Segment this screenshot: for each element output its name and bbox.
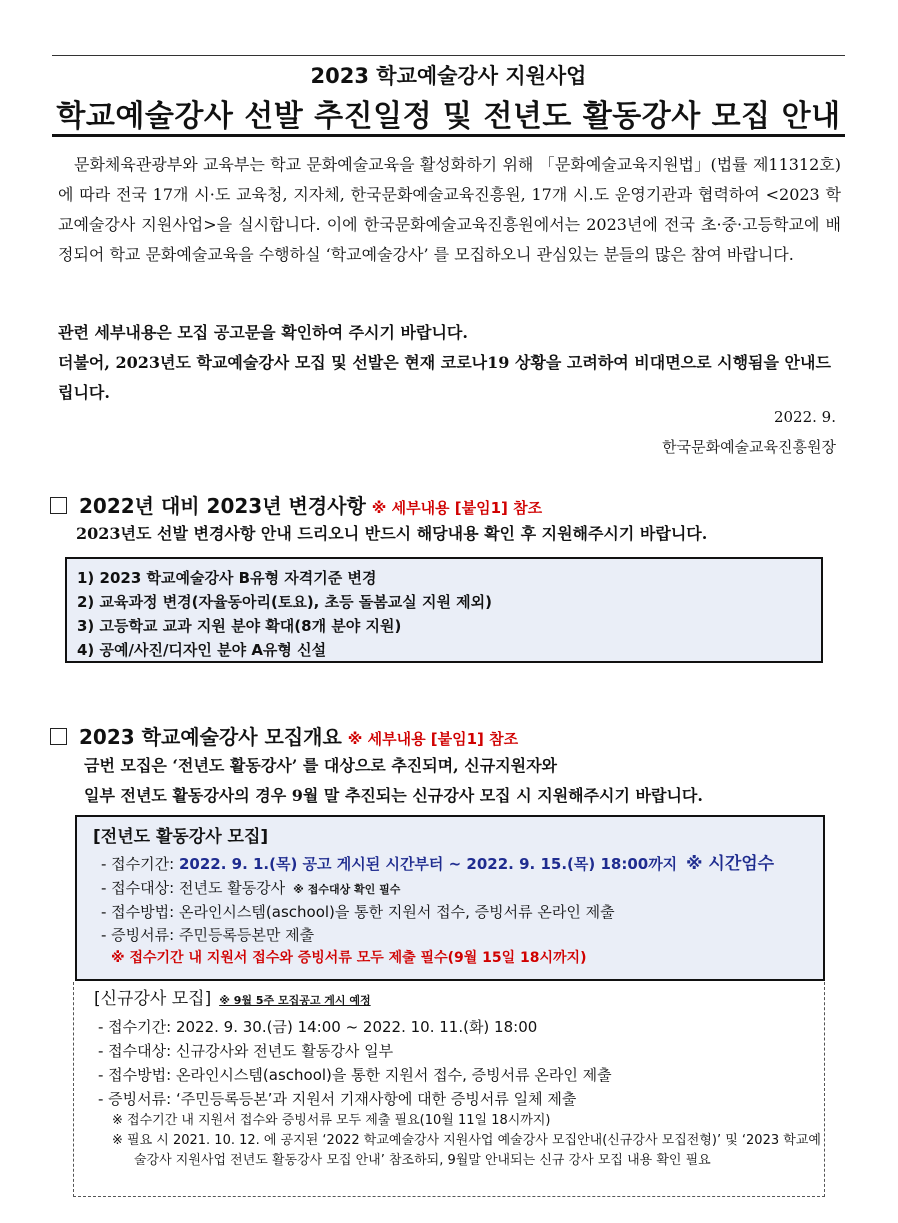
section1-desc: 2023년도 선발 변경사항 안내 드리오니 반드시 해당내용 확인 후 지원해주시기 바랍니다. — [76, 524, 708, 543]
checkbox-square-icon — [50, 497, 67, 514]
change-item: 2) 교육과정 변경(자율동아리(토요), 초등 돌봄교실 지원 제외) — [77, 593, 493, 611]
new-note-reference: ※ 필요 시 2021. 10. 12. 에 공지된 ‘2022 학교예술강사 지원사업 예술강사 모집안내(신규강사 모집전형)’ 및 ‘2023 학교예술강사 지원사업 전년도 활동강사 모집 안내’ 참조하되, 9월말 안내되는 신규 강사 모집 내용 확인 필요 — [112, 1133, 821, 1168]
intro-notes — [58, 318, 841, 408]
prev-target: - 접수대상: 전년도 활동강사 ※ 접수대상 확인 필수 — [101, 879, 401, 897]
new-note: ※ 접수기간 내 지원서 접수와 증빙서류 모두 제출 필요(10월 11일 18시까지) — [112, 1113, 551, 1128]
prev-warning: ※ 접수기간 내 지원서 접수와 증빙서류 모두 제출 필수(9월 15일 18시까지) — [111, 950, 587, 966]
new-instructor-box — [73, 982, 825, 1197]
document-title: 학교예술강사 선발 추진일정 및 전년도 활동강사 모집 안내 — [56, 99, 841, 134]
top-rule — [52, 55, 845, 56]
new-method: - 접수방법: 온라인시스템(aschool)을 통한 지원서 접수, 증빙서류 온라인 제출 — [98, 1066, 612, 1084]
section2-desc: 금번 모집은 ‘전년도 활동강사’ 를 대상으로 추진되며, 신규지원자와 일부 전년도 활동강사의 경우 9월 말 추진되는 신규강사 모집 시 지원해주시기 바랍니다. — [84, 756, 703, 805]
title-rule — [52, 134, 845, 137]
issue-block — [662, 402, 836, 462]
change-item: 4) 공예/사진/디자인 분야 A유형 신설 — [77, 641, 327, 659]
prev-instructor-box — [75, 815, 825, 981]
new-target: - 접수대상: 신규강사와 전년도 활동강사 일부 — [98, 1042, 394, 1060]
change-item: 3) 고등학교 교과 지원 분야 확대(8개 분야 지원) — [77, 617, 402, 635]
checkbox-square-icon — [50, 728, 67, 745]
prev-docs: - 증빙서류: 주민등록등본만 제출 — [101, 926, 315, 944]
document-subtitle: 2023 학교예술강사 지원사업 — [310, 64, 587, 88]
section1-ref: ※ 세부내용 [붙임1] 참조 — [371, 499, 543, 517]
new-docs: - 증빙서류: ‘주민등록등본’과 지원서 기재사항에 대한 증빙서류 일체 제출 — [98, 1090, 577, 1108]
new-box-heading: [신규강사 모집] ※ 9월 5주 모집공고 게시 예정 — [94, 989, 371, 1009]
section1-heading: 2022년 대비 2023년 변경사항 ※ 세부내용 [붙임1] 참조 — [50, 490, 542, 519]
issue-date: 2022. 9. — [773, 408, 836, 426]
changes-box — [65, 557, 823, 663]
change-item: 1) 2023 학교예술강사 B유형 자격기준 변경 — [77, 569, 377, 587]
prev-method: - 접수방법: 온라인시스템(aschool)을 통한 지원서 접수, 증빙서류 온라인 제출 — [101, 903, 615, 921]
section2-heading: 2023 학교예술강사 모집개요 ※ 세부내용 [붙임1] 참조 — [50, 721, 518, 750]
section2-ref: ※ 세부내용 [붙임1] 참조 — [347, 730, 519, 748]
issuer-name: 한국문화예술교육진흥원장 — [662, 438, 836, 456]
prev-period: - 접수기간: 2022. 9. 1.(목) 공고 게시된 시간부터 ~ 2022. 9. 15.(목) 18:00까지 ※ 시간엄수 — [101, 854, 775, 874]
intro-paragraph: 문화체육관광부와 교육부는 학교 문화예술교육을 활성화하기 위해 「문화예술교육지원법」(법률 제11312호)에 따라 전국 17개 시·도 교육청, 지자체, 한국문화예술교육진흥원, 17개 시.도 운영기관과 협력하여 <2023 학교예술강사 지원사업>을 실시합니다. 이에 한국문화예술교육진흥원에서는 2023년에 전국 초·중·고등학교에 배정되어 학교 문화예술교육을 수행하실 ‘학교예술강사’ 를 모집하오니 관심있는 분들의 많은 참여 바랍니다. — [58, 155, 841, 264]
prev-box-heading: [전년도 활동강사 모집] — [93, 827, 269, 847]
intro-note: 관련 세부내용은 모집 공고문을 확인하여 주시기 바랍니다. — [58, 323, 468, 342]
intro-note: 더불어, 2023년도 학교예술강사 모집 및 선발은 현재 코로나19 상황을 고려하여 비대면으로 시행됨을 안내드립니다. — [58, 353, 831, 402]
new-period: - 접수기간: 2022. 9. 30.(금) 14:00 ~ 2022. 10. 11.(화) 18:00 — [98, 1018, 538, 1036]
